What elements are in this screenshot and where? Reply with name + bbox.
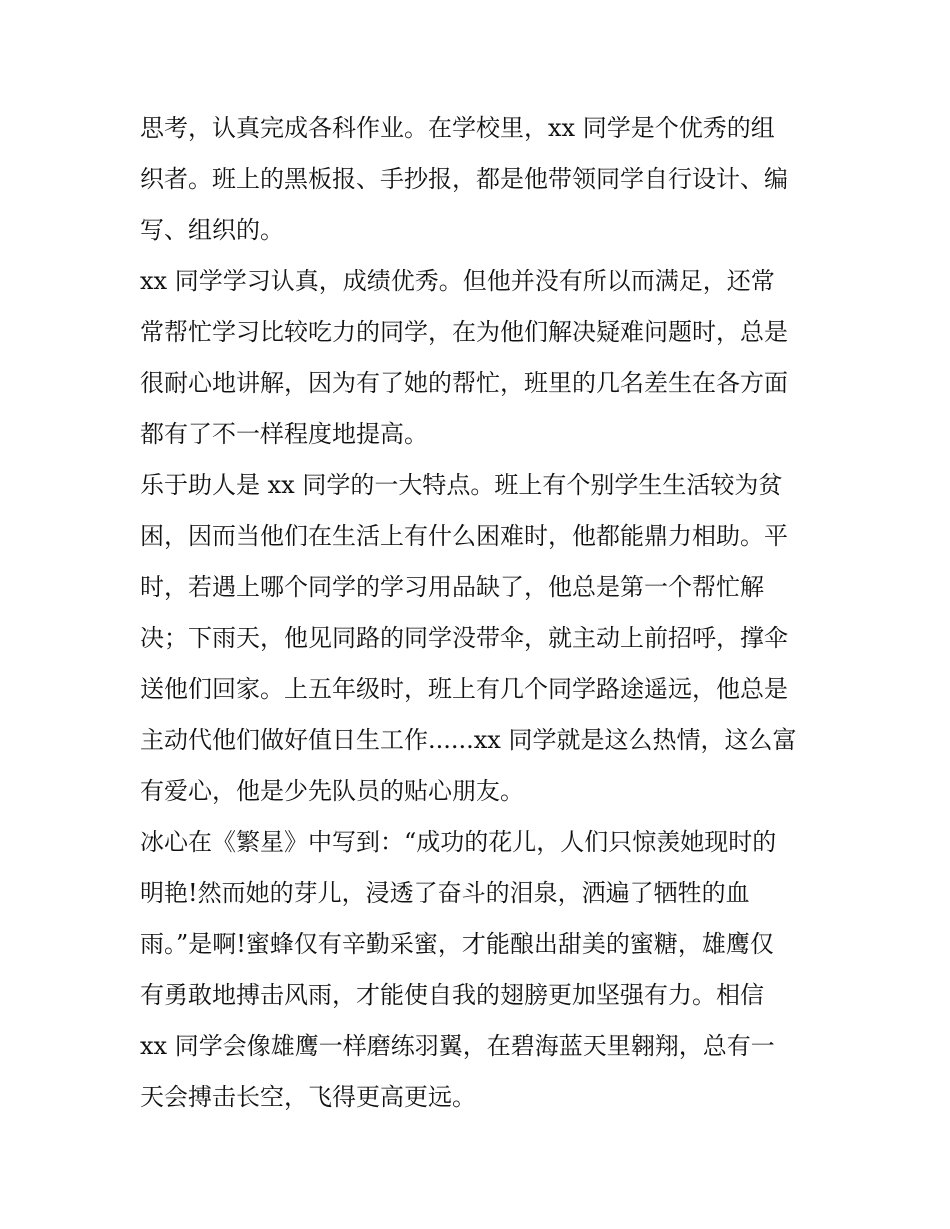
text-line: 思考，认真完成各科作业。在学校里，xx 同学是个优秀的组 xyxy=(140,114,775,142)
paragraph-2 xyxy=(140,256,820,460)
text-line: 冰心在《繁星》中写到：“成功的花儿，人们只惊羡她现时的 xyxy=(140,828,777,856)
document-body xyxy=(140,103,820,1123)
paragraph-1 xyxy=(140,103,820,256)
text-line: 送他们回家。上五年级时，班上有几个同学路途遥远，他总是 xyxy=(140,675,788,703)
text-line: 决；下雨天，他见同路的同学没带伞，就主动上前招呼，撑伞 xyxy=(140,624,788,652)
text-line: 主动代他们做好值日生工作......xx 同学就是这么热情，这么富 xyxy=(140,726,797,754)
paragraph-3 xyxy=(140,460,820,817)
text-line: xx 同学学习认真，成绩优秀。但他并没有所以而满足，还常 xyxy=(140,267,775,295)
text-line: 乐于助人是 xx 同学的一大特点。班上有个别学生生活较为贫 xyxy=(140,471,783,499)
text-line: 有勇敢地搏击风雨，才能使自我的翅膀更加坚强有力。相信 xyxy=(140,981,764,1009)
text-line: 很耐心地讲解，因为有了她的帮忙，班里的几名差生在各方面 xyxy=(140,369,788,397)
paragraph-4 xyxy=(140,817,820,1123)
text-line: 常帮忙学习比较吃力的同学，在为他们解决疑难问题时，总是 xyxy=(140,318,788,346)
text-line: 有爱心，他是少先队员的贴心朋友。 xyxy=(140,777,524,805)
text-line: 时，若遇上哪个同学的学习用品缺了，他总是第一个帮忙解 xyxy=(140,573,764,601)
text-line: 天会搏击长空，飞得更高更远。 xyxy=(140,1083,476,1111)
text-line: xx 同学会像雄鹰一样磨练羽翼，在碧海蓝天里翱翔，总有一 xyxy=(140,1032,775,1060)
text-line: 都有了不一样程度地提高。 xyxy=(140,420,428,448)
text-line: 写、组织的。 xyxy=(140,216,284,244)
text-line: 明艳!然而她的芽儿，浸透了奋斗的泪泉，洒遍了牺牲的血 xyxy=(140,879,750,907)
text-line: 困，因而当他们在生活上有什么困难时，他都能鼎力相助。平 xyxy=(140,522,788,550)
text-line: 织者。班上的黑板报、手抄报，都是他带领同学自行设计、编 xyxy=(140,165,788,193)
text-line: 雨。”是啊!蜜蜂仅有辛勤采蜜，才能酿出甜美的蜜糖，雄鹰仅 xyxy=(140,930,774,958)
